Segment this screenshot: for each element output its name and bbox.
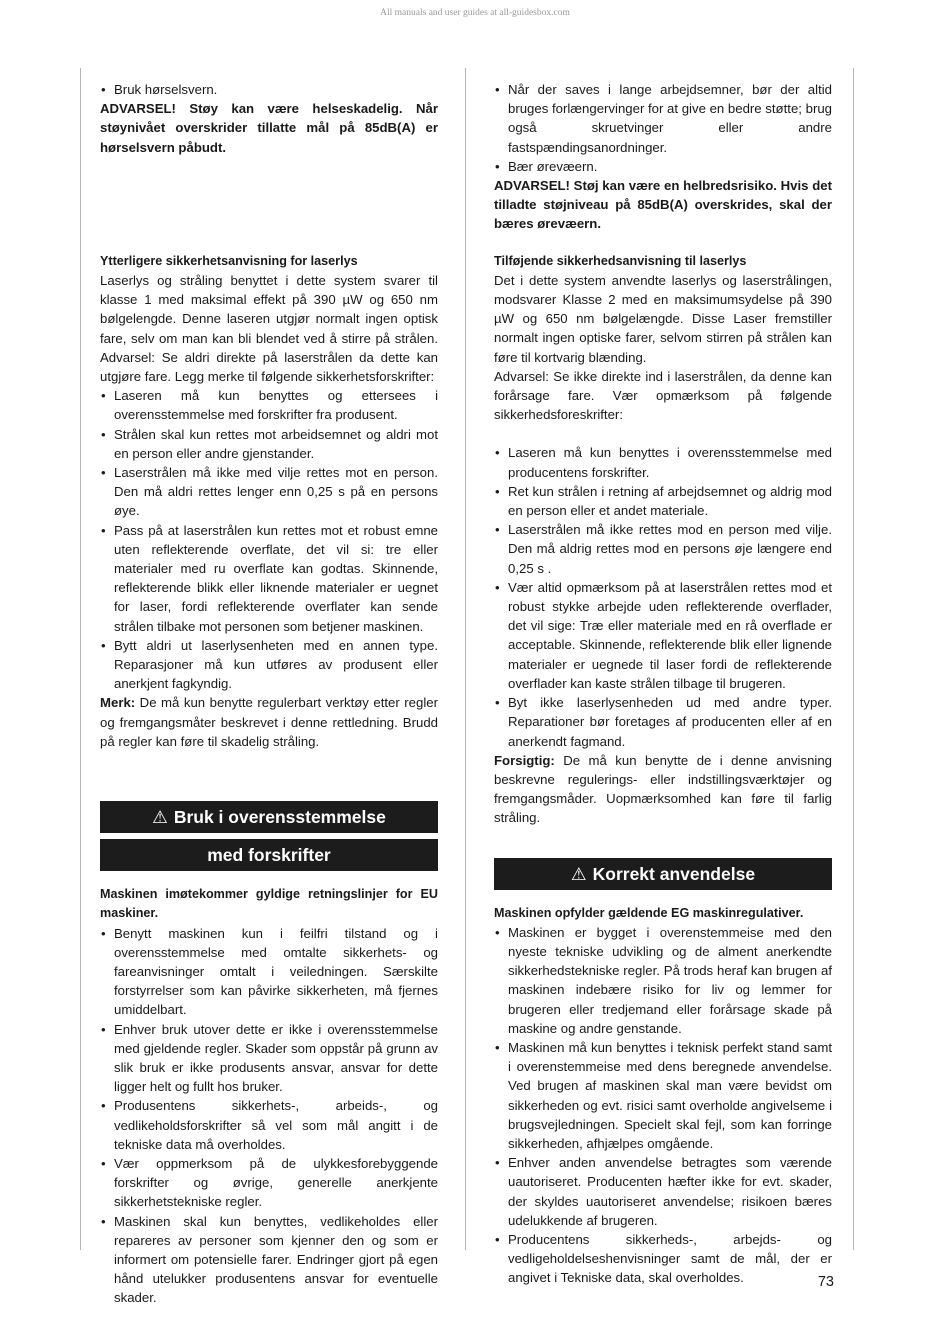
right-column [494, 80, 832, 1288]
caution-label: Forsigtig: [494, 752, 555, 768]
eu-bullet-list [100, 924, 438, 1308]
page-number: 73 [817, 1274, 834, 1290]
list-item: • Maskinen skal kun benyttes, vedlikeholdes eller repareres av personer som kjenner den og som er informert om potensielle farer. Endringer gjort på egen hånd utelukker produsentens ansvar for eventuelle skader. [100, 1212, 438, 1308]
list-item: • Ret kun strålen i retning af arbejdsemnet og aldrig mod en person eller et andet materiale. [494, 482, 832, 520]
list-item: • Bytt aldri ut laserlysenheten med en annen type. Reparasjoner må kun utføres av produsent eller anerkjent fagkyndig. [100, 636, 438, 694]
noise-warning: ADVARSEL! Støj kan være en helbredsrisiko. Hvis det tilladte støjniveau på 85dB(A) overskrides, skal der bæres ørevæern. [494, 178, 832, 232]
laser-heading: Ytterligere sikkerhetsanvisning for laserlys [100, 253, 358, 268]
list-item: • Benytt maskinen kun i feilfri tilstand og i overensstemmelse med omtalte sikkerhets- og fareanvisninger omtalt i veiledningen. Særskilte forstyrrelser som kan påvirke sikkerheten, må fjernes umiddelbart. [100, 924, 438, 1020]
eg-bullet-list [494, 923, 832, 1288]
laser-intro: Det i dette system anvendte laserlys og laserstrålingen, modsvarer Klasse 2 med en maksimumsydelse på 390 µW og 650 nm bølgelængde. Disse Laser fremstiller normalt ingen optiske farer, selvom stirren på strålen kan føre til kortvarig blænding. [494, 272, 832, 365]
list-item: • Laseren må kun benyttes og ettersees i overensstemmelse med forskrifter fra produsent. [100, 386, 438, 424]
warning-triangle-icon: ⚠ [152, 807, 168, 828]
caution-text: De må kun benytte de i denne anvisning beskrevne regulerings- eller indstillingsværktøjer og fremgangsmåder. Uopmærksomhed kan føre til farlig stråling. [494, 752, 832, 826]
list-item: • Vær altid opmærksom på at laserstrålen rettes mod et robust stykke arbejde uden reflekterende overflader, det vil sige: Træ eller materiale med en rå overflade er acceptable. Skinnende, reflekterende blik eller lignende materialer er uegnede til laser fordi de reflekterende overflader kan kaste strålen tilbage til brugeren. [494, 578, 832, 693]
banner-title: Korrekt anvendelse [592, 863, 756, 884]
list-item: • Vær oppmerksom på de ulykkesforebyggende forskrifter og øvrige, generelle anerkjente sikkerhetstekniske regler. [100, 1154, 438, 1212]
column-rule-middle [465, 68, 466, 1250]
caution-paragraph [494, 751, 832, 828]
list-item: • Når der saves i lange arbejdsemner, bør der altid bruges forlængervinger for at give en bedre støtte; brug også skruetvinger eller andre fastspændingsanordninger. [494, 80, 832, 157]
list-item: • Strålen skal kun rettes mot arbeidsemnet og aldri mot en person eller andre gjenstander. [100, 425, 438, 463]
eu-heading: Maskinen imøtekommer gyldige retningslinjer for EU maskiner. [100, 887, 438, 921]
warning-triangle-icon: ⚠ [570, 863, 587, 884]
extension-bullet-list [494, 80, 832, 176]
left-column [100, 80, 438, 1308]
list-item: • Laserstrålen må ikke med vilje rettes mot en person. Den må aldri rettes lenger enn 0,25 s på en persons øye. [100, 463, 438, 521]
list-item: • Enhver bruk utover dette er ikke i overensstemmelse med gjeldende regler. Skader som oppstår på grunn av slik bruk er ikke produsents ansvar, ansvar for dette ligger helt og fullt hos bruker. [100, 1020, 438, 1097]
list-item: • Pass på at laserstrålen kun rettes mot et robust emne uten reflekterende overflate, det vil si: tre eller materialer med ru overflate kan godtas. Skinnende, reflekterende blikk eller liknende materialer er uegnet for laser, fordi reflekterende overflater kan sende strålen tilbake mot personen som betjener maskinen. [100, 521, 438, 636]
note-paragraph [100, 693, 438, 751]
list-item: • Laserstrålen må ikke rettes mod en person med vilje. Den må aldrig rettes mod en persons øje længere end 0,25 s . [494, 520, 832, 578]
list-item: • Producentens sikkerheds-, arbejds- og vedligeholdelseshenvisninger samt de mål, der er angivet i Tekniske data, skal overholdes. [494, 1230, 832, 1288]
note-label: Merk: [100, 695, 136, 711]
column-rule-left [80, 68, 81, 1250]
banner-title: med forskrifter [207, 845, 331, 866]
hearing-bullet-list [100, 80, 438, 99]
list-item: • Laseren må kun benyttes i overensstemmelse med producentens forskrifter. [494, 443, 832, 481]
laser-bullet-list [494, 443, 832, 750]
laser-bullet-list [100, 386, 438, 693]
eg-heading: Maskinen opfylder gældende EG maskinregulativer. [494, 905, 804, 920]
column-rule-right [853, 68, 854, 1250]
list-item: • Maskinen må kun benyttes i teknisk perfekt stand samt i overenstemmeise med dens beregnede anvendelse. Ved brugen af maskinen skal man være bevidst om sikkerheden og evt. risici samt overholde angivelseme i brugsvejledningen. Specielt skal fejl, som kan forringe sikkerheden, afhjælpes omgående. [494, 1038, 832, 1153]
watermark: All manuals and user guides at all-guidesbox.com [380, 8, 570, 18]
laser-heading: Tilføjende sikkerhedsanvisning til laserlys [494, 253, 747, 268]
note-text: De må kun benytte regulerbart verktøy etter regler og fremgangsmåter beskrevet i denne rettledning. Brudd på regler kan føre til skadelig stråling. [100, 695, 438, 749]
list-item: • Byt ikke laserlysenheden ud med andre typer. Reparationer bør foretages af producenten eller af en anerkendt fagmand. [494, 693, 832, 751]
list-item: • Bruk hørselsvern. [100, 80, 438, 99]
section-banner-intended-use-line2 [100, 839, 438, 871]
section-banner-correct-use [494, 858, 832, 890]
section-banner-intended-use [100, 801, 438, 833]
laser-intro: Laserlys og stråling benyttet i dette system svarer til klasse 1 med maksimal effekt på 390 µW og 650 nm bølgelengde. Denne laseren utgjør normalt ingen optisk fare, selv om man kan bli blendet ved å stirre på strålen. Advarsel: Se aldri direkte på laserstrålen da dette kan utgjøre fare. Legg merke til følgende sikkerhetsforskrifter: [100, 273, 438, 385]
banner-title: Bruk i overensstemmelse [173, 807, 386, 828]
laser-warning: Advarsel: Se ikke direkte ind i laserstrålen, da denne kan forårsage fare. Vær opmærksom på følgende sikkerhedsforeskrifter: [494, 368, 832, 423]
list-item: • Maskinen er bygget i overenstemmeise med den nyeste tekniske udvikling og de alment anerkendte sikkerhedstekniske regler. På trods heraf kan brugen af maskinen indebære risiko for liv og lemmer for brugeren eller tredjemand eller forårsage skade på maskine og andre genstande. [494, 923, 832, 1038]
noise-warning: ADVARSEL! Støy kan være helseskadelig. Når støynivået overskrider tillatte mål på 85dB(A) er hørselsvern påbudt. [100, 101, 438, 155]
list-item: • Produsentens sikkerhets-, arbeids-, og vedlikeholdsforskrifter så vel som mål angitt i de tekniske data må overholdes. [100, 1096, 438, 1154]
list-item: • Enhver anden anvendelse betragtes som værende uautoriseret. Producenten hæfter ikke for evt. skader, der skyldes uautoriseret anvendelse; risikoen bæres udelukkende af brugeren. [494, 1153, 832, 1230]
list-item: • Bær ørevæern. [494, 157, 832, 176]
